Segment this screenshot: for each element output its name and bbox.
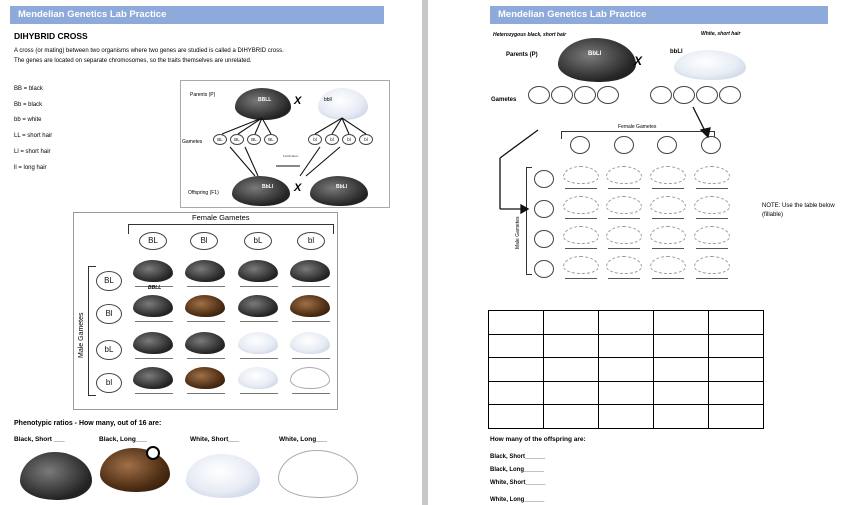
gamete-bl-recessive: bl (359, 134, 373, 145)
punnett-pig-white (290, 332, 330, 354)
table-cell[interactable] (543, 381, 599, 406)
ratio-black-long[interactable]: Black, Long___ (99, 436, 147, 443)
male-gamete-BL: BL (96, 271, 122, 291)
genotype-blank-line (187, 286, 225, 287)
gamete-bl-recessive: bl (308, 134, 322, 145)
diagram-gametes-label: Gametes (182, 139, 203, 145)
offspring1-genotype: BbLl (262, 184, 274, 190)
circle-icon (146, 446, 160, 460)
cross-symbol: X (294, 182, 302, 194)
intro-line-1: A cross (or mating) between two organisms where two genes are studied is called a DIHYBRID cross. (14, 48, 284, 54)
table-cell[interactable] (708, 334, 764, 359)
ratio-white-long[interactable]: White, Long___ (279, 436, 328, 443)
female-gamete-bl: bl (297, 232, 325, 250)
punnett-pig-black (133, 367, 173, 389)
genotype-blank-line (135, 393, 173, 394)
table-cell[interactable] (598, 310, 654, 335)
male-gamete-bl: bl (96, 373, 122, 393)
table-cell[interactable] (543, 310, 599, 335)
ratio-black-short[interactable]: Black, Short ___ (14, 436, 65, 443)
gamete-bl: BL (230, 134, 244, 145)
page-1 (0, 0, 422, 505)
genotype-blank-line (187, 358, 225, 359)
genotype-blank-line (292, 286, 330, 287)
parents-label: Parents (P) (506, 52, 538, 58)
table-cell[interactable] (653, 357, 709, 382)
table-cell[interactable] (708, 404, 764, 429)
genotype-blank-line (240, 286, 278, 287)
punnett-pig-black (133, 332, 173, 354)
male-gametes-label: Male Gametes (78, 312, 85, 358)
table-cell[interactable] (488, 404, 544, 429)
table-cell[interactable] (708, 381, 764, 406)
genotype-blank-line (240, 358, 278, 359)
parent2-genotype: bbLl (670, 49, 683, 55)
table-cell[interactable] (708, 357, 764, 382)
ratios-title: Phenotypic ratios - How many, out of 16 are: (14, 420, 162, 427)
table-cell[interactable] (488, 381, 544, 406)
male-bracket (88, 266, 96, 396)
table-cell[interactable] (543, 357, 599, 382)
genotype-blank-line (240, 393, 278, 394)
female-gamete-Bl: Bl (190, 232, 218, 250)
parent2-genotype: bbll (324, 97, 332, 103)
female-gamete-bL: bL (244, 232, 272, 250)
gamete-bl-recessive: bl (342, 134, 356, 145)
key-ll-long: ll = long hair (14, 165, 47, 171)
key-bb-white: bb = white (14, 117, 42, 123)
offspring2-genotype: BbLl (336, 184, 348, 190)
table-cell[interactable] (598, 334, 654, 359)
key-ll-short: LL = short hair (14, 133, 53, 139)
table-cell[interactable] (543, 404, 599, 429)
gametes-label: Gametes (491, 97, 517, 103)
genotype-blank-line (135, 321, 173, 322)
punnett-pig-white (238, 367, 278, 389)
key-bb-black: BB = black (14, 86, 43, 92)
ratio-white-short[interactable]: White, Short___ (190, 436, 240, 443)
gamete-bl: BL (213, 134, 227, 145)
answer-black-short[interactable]: Black, Short______ (490, 454, 546, 460)
genotype-blank-line (292, 358, 330, 359)
genotype-blank-line (240, 321, 278, 322)
page-2 (428, 0, 846, 505)
table-cell[interactable] (653, 310, 709, 335)
page-header: Mendelian Genetics Lab Practice (10, 6, 384, 24)
table-cell[interactable] (653, 404, 709, 429)
genotype-blank-line (187, 393, 225, 394)
arrows (428, 0, 846, 505)
gamete-bl-recessive: bl (325, 134, 339, 145)
het-label: Heterozygous black, short hair (493, 32, 567, 38)
punnett-pig-brown (185, 367, 225, 389)
table-cell[interactable] (488, 310, 544, 335)
parent1-genotype: BbLl (588, 51, 602, 57)
punnett-pig-black (238, 295, 278, 317)
note-text: NOTE: Use the table below (fillable) (762, 203, 835, 218)
punnett-pig-black (238, 260, 278, 282)
genotype-blank-line (135, 358, 173, 359)
fertilization-label: Fertilization (283, 154, 299, 158)
offspring-label: Offspring (F1) (188, 190, 219, 196)
key-ll-short-het: Ll = short hair (14, 149, 51, 155)
female-gametes-label: Female Gametes (192, 213, 250, 222)
punnett-pig-black (133, 295, 173, 317)
key-bb-black-het: Bb = black (14, 102, 43, 108)
parent1-genotype: BBLL (258, 97, 272, 103)
page-header: Mendelian Genetics Lab Practice (490, 6, 828, 24)
table-cell[interactable] (598, 404, 654, 429)
punnett-pig-black (133, 260, 173, 282)
table-cell[interactable] (543, 334, 599, 359)
punnett-pig-white (238, 332, 278, 354)
table-cell[interactable] (653, 334, 709, 359)
cross-symbol: X (294, 95, 302, 107)
table-cell[interactable] (598, 381, 654, 406)
cross-symbol: X (634, 54, 643, 68)
punnett-pig-black (185, 332, 225, 354)
female-gamete-BL: BL (139, 232, 167, 250)
punnett-pig-black (185, 260, 225, 282)
answer-white-short[interactable]: White, Short______ (490, 480, 546, 486)
table-cell[interactable] (708, 310, 764, 335)
table-cell[interactable] (488, 334, 544, 359)
male-gametes-label: Male Gametes (515, 216, 521, 249)
genotype-blank-line (292, 321, 330, 322)
intro-line-2: The genes are located on separate chromosomes, so the traits themselves are unrelated. (14, 58, 252, 64)
male-gamete-bL: bL (96, 340, 122, 360)
answer-white-long[interactable]: White, Long______ (490, 497, 545, 503)
table-cell[interactable] (488, 357, 544, 382)
page-title: DIHYBRID CROSS (14, 31, 88, 41)
punnett-pig-black (290, 260, 330, 282)
female-gametes-label: Female Gametes (618, 124, 657, 130)
gamete-bl: BL (264, 134, 278, 145)
ws-label: White, short hair (701, 31, 741, 37)
genotype-blank-line (187, 321, 225, 322)
male-gamete-Bl: Bl (96, 304, 122, 324)
table-cell[interactable] (598, 357, 654, 382)
first-cell-genotype: BBLL (148, 285, 162, 291)
genotype-blank-line (292, 393, 330, 394)
offspring-question: How many of the offspring are: (490, 436, 586, 443)
punnett-pig-line (290, 367, 330, 389)
gamete-bl: BL (247, 134, 261, 145)
answer-black-long[interactable]: Black, Long______ (490, 467, 545, 473)
table-cell[interactable] (653, 381, 709, 406)
punnett-pig-brown (290, 295, 330, 317)
punnett-pig-brown (185, 295, 225, 317)
diagram-parents-label: Parents (P) (190, 92, 216, 98)
